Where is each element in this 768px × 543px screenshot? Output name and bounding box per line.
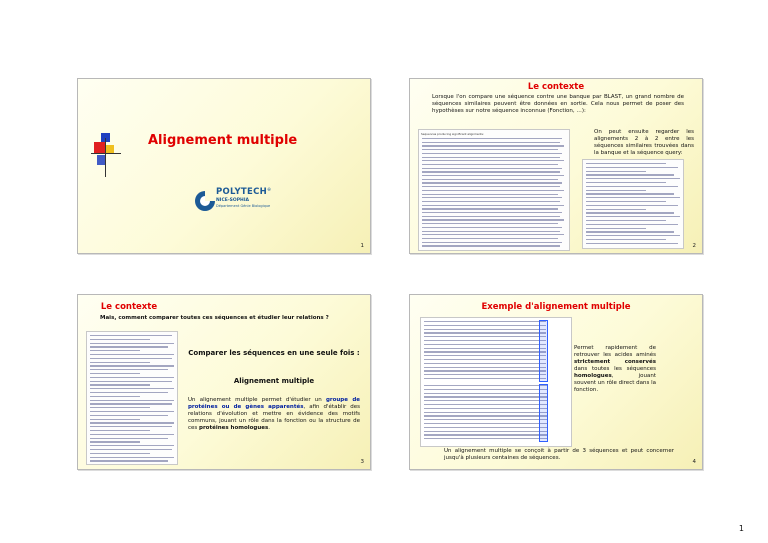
screenshot-text-line: [424, 348, 546, 349]
screenshot-text-line: [424, 396, 548, 397]
screenshot-text-line: [424, 344, 546, 345]
screenshot-text-line: [424, 408, 548, 409]
screenshot-text-line: [422, 197, 562, 198]
compare-text: Comparer les séquences en une seule fois :: [188, 349, 360, 357]
screenshot-text-line: [586, 201, 666, 202]
screenshot-text-line: [424, 389, 548, 390]
screenshot-text-line: [90, 415, 168, 416]
screenshot-text-line: [90, 441, 140, 442]
screenshot-text-line: [586, 186, 678, 187]
screenshot-text-line: [586, 209, 646, 210]
screenshot-text-line: [90, 422, 174, 423]
slide-number: 2: [692, 243, 696, 249]
screenshot-text-line: [90, 377, 174, 378]
logo-name: POLYTECH®: [216, 187, 272, 197]
blast-header: Sequences producing significant alignments:: [421, 132, 484, 136]
screenshot-text-line: [586, 182, 666, 183]
screenshot-text-line: [424, 367, 546, 368]
screenshot-text-line: [422, 234, 564, 235]
screenshot-text-line: [424, 423, 548, 424]
screenshot-text-line: [424, 431, 548, 432]
slide-2: [409, 78, 703, 254]
page-number: 1: [738, 524, 744, 533]
screenshot-text-line: [424, 329, 546, 330]
screenshot-text-line: [586, 212, 674, 213]
screenshot-text-line: [422, 223, 558, 224]
screenshot-text-line: [90, 358, 172, 359]
screenshot-text-line: [90, 354, 174, 355]
screenshot-text-line: [586, 163, 666, 164]
slide-2-side-text: On peut ensuite regarder les alignements 2 à 2 entre les séquences similaires trouvées dans la banque et la séquence query:: [594, 129, 694, 156]
screenshot-text-line: [586, 235, 680, 236]
multiple-alignment-screenshot: [420, 317, 572, 447]
screenshot-text-line: [586, 224, 678, 225]
screenshot-text-line: [424, 419, 548, 420]
screenshot-text-line: [90, 403, 172, 404]
screenshot-text-line: [586, 239, 666, 240]
screenshot-text-line: [90, 350, 140, 351]
screenshot-text-line: [424, 355, 546, 356]
screenshot-text-line: [90, 343, 174, 344]
screenshot-text-line: [422, 168, 562, 169]
pairwise-alignment-screenshot: [582, 159, 684, 249]
screenshot-text-line: [90, 365, 174, 366]
screenshot-text-line: [424, 434, 548, 435]
screenshot-text-line: [422, 149, 558, 150]
screenshot-text-line: [586, 190, 646, 191]
alignment-label: Alignement multiple: [233, 377, 315, 385]
screenshot-text-line: [586, 197, 680, 198]
screenshot-text-line: [586, 216, 680, 217]
screenshot-text-line: [424, 404, 548, 405]
screenshot-text-line: [424, 321, 546, 322]
screenshot-text-line: [424, 393, 548, 394]
screenshot-text-line: [422, 201, 560, 202]
screenshot-text-line: [424, 363, 546, 364]
screenshot-text-line: [586, 243, 678, 244]
screenshot-text-line: [424, 400, 548, 401]
screenshot-text-line: [90, 346, 168, 347]
screenshot-text-line: [586, 228, 646, 229]
screenshot-text-line: [422, 227, 562, 228]
screenshot-text-line: [90, 396, 140, 397]
screenshot-text-line: [90, 400, 174, 401]
screenshot-text-line: [422, 186, 560, 187]
screenshot-text-line: [422, 175, 564, 176]
screenshot-text-line: [422, 231, 560, 232]
screenshot-text-line: [586, 193, 674, 194]
screenshot-text-line: [90, 419, 140, 420]
screenshot-text-line: [422, 242, 562, 243]
screenshot-text-line: [586, 220, 666, 221]
slide-2-intro: Lorsque l'on compare une séquence contre une banque par BLAST, un grand nombre de séquences similaires peuvent être données en sortie. Cela nous permet de poser des hypothèses sur notre séquence inconnue (Fonction, …):: [432, 94, 684, 114]
screenshot-text-line: [422, 205, 564, 206]
screenshot-text-line: [422, 212, 562, 213]
screenshot-text-line: [586, 178, 680, 179]
screenshot-text-line: [422, 208, 558, 209]
slide-number: 3: [360, 459, 364, 465]
logo-subtitle: NICE-SOPHIA: [216, 198, 249, 203]
screenshot-text-line: [424, 325, 546, 326]
screenshot-text-line: [90, 373, 140, 374]
screenshot-text-line: [424, 351, 546, 352]
screenshot-text-line: [422, 216, 560, 217]
screenshot-text-line: [424, 438, 548, 439]
screenshot-text-line: [422, 194, 558, 195]
slide-number: 1: [360, 243, 364, 249]
slide-3-question: Mais, comment comparer toutes ces séquences et étudier leur relations ?: [100, 315, 329, 321]
screenshot-text-line: [586, 167, 678, 168]
slide-3-title: Le contexte: [100, 302, 158, 312]
screenshot-text-line: [90, 438, 168, 439]
screenshot-text-line: [586, 174, 674, 175]
screenshot-text-line: [424, 340, 546, 341]
screenshot-text-line: [422, 182, 562, 183]
screenshot-text-line: [424, 385, 548, 386]
screenshot-text-line: [422, 138, 562, 139]
slide-4-title: Exemple d'alignement multiple: [481, 302, 631, 312]
screenshot-text-line: [424, 359, 546, 360]
screenshot-text-line: [586, 171, 646, 172]
pairwise-alignments-screenshot: [86, 331, 178, 465]
slide-3-description: Un alignement multiple permet d'étudier un groupe de protéines ou de gènes apparentés, afin d'établir des relations d'évolution et mettre en évidence des motifs communs, jouant un rôle dans la fonction ou la structure de ces protéines homologues.: [188, 397, 360, 431]
screenshot-text-line: [422, 245, 560, 246]
slide-3: [77, 294, 371, 470]
screenshot-text-line: [586, 231, 674, 232]
screenshot-text-line: [424, 374, 546, 375]
screenshot-text-line: [90, 460, 168, 461]
screenshot-text-line: [90, 426, 172, 427]
screenshot-text-line: [422, 190, 564, 191]
screenshot-text-line: [90, 430, 150, 431]
screenshot-text-line: [422, 219, 564, 220]
screenshot-text-line: [422, 160, 564, 161]
screenshot-text-line: [90, 362, 150, 363]
screenshot-text-line: [422, 145, 564, 146]
screenshot-text-line: [90, 453, 150, 454]
screenshot-text-line: [90, 381, 172, 382]
screenshot-text-line: [424, 370, 546, 371]
screenshot-text-line: [424, 332, 546, 333]
slide-4: [409, 294, 703, 470]
slide-number: 4: [692, 459, 696, 465]
screenshot-text-line: [90, 339, 150, 340]
screenshot-text-line: [422, 153, 562, 154]
screenshot-text-line: [90, 335, 172, 336]
screenshot-text-line: [424, 415, 548, 416]
slide-4-side-text: Permet rapidement de retrouver les acides aminés strictement conservés dans toutes les séquences homologues, jouant souvent un rôle direct dans la fonction.: [574, 345, 656, 393]
slide-1: [77, 78, 371, 254]
blast-results-screenshot: [418, 129, 570, 251]
decorative-squares-icon: [91, 133, 121, 177]
slide-4-bottom-text: Un alignement multiple se conçoit à partir de 3 séquences et peut concerner jusqu'à plusieurs centaines de séquences.: [444, 448, 674, 461]
screenshot-text-line: [422, 142, 560, 143]
screenshot-text-line: [90, 449, 172, 450]
screenshot-text-line: [424, 427, 548, 428]
screenshot-text-line: [424, 378, 546, 379]
screenshot-text-line: [90, 369, 168, 370]
screenshot-text-line: [90, 388, 174, 389]
screenshot-text-line: [424, 412, 548, 413]
screenshot-text-line: [422, 171, 560, 172]
screenshot-text-line: [422, 238, 558, 239]
screenshot-text-line: [90, 411, 174, 412]
slide-2-title: Le contexte: [527, 82, 585, 92]
screenshot-text-line: [90, 457, 174, 458]
screenshot-text-line: [90, 445, 174, 446]
slide-1-title: Alignement multiple: [148, 133, 298, 148]
screenshot-text-line: [90, 384, 150, 385]
screenshot-text-line: [586, 205, 678, 206]
screenshot-text-line: [90, 407, 150, 408]
logo-department: Département Génie Biologique: [216, 204, 271, 208]
screenshot-text-line: [422, 179, 558, 180]
screenshot-text-line: [90, 434, 174, 435]
screenshot-text-line: [424, 336, 546, 337]
screenshot-text-line: [422, 157, 560, 158]
screenshot-text-line: [422, 164, 558, 165]
screenshot-text-line: [90, 392, 168, 393]
